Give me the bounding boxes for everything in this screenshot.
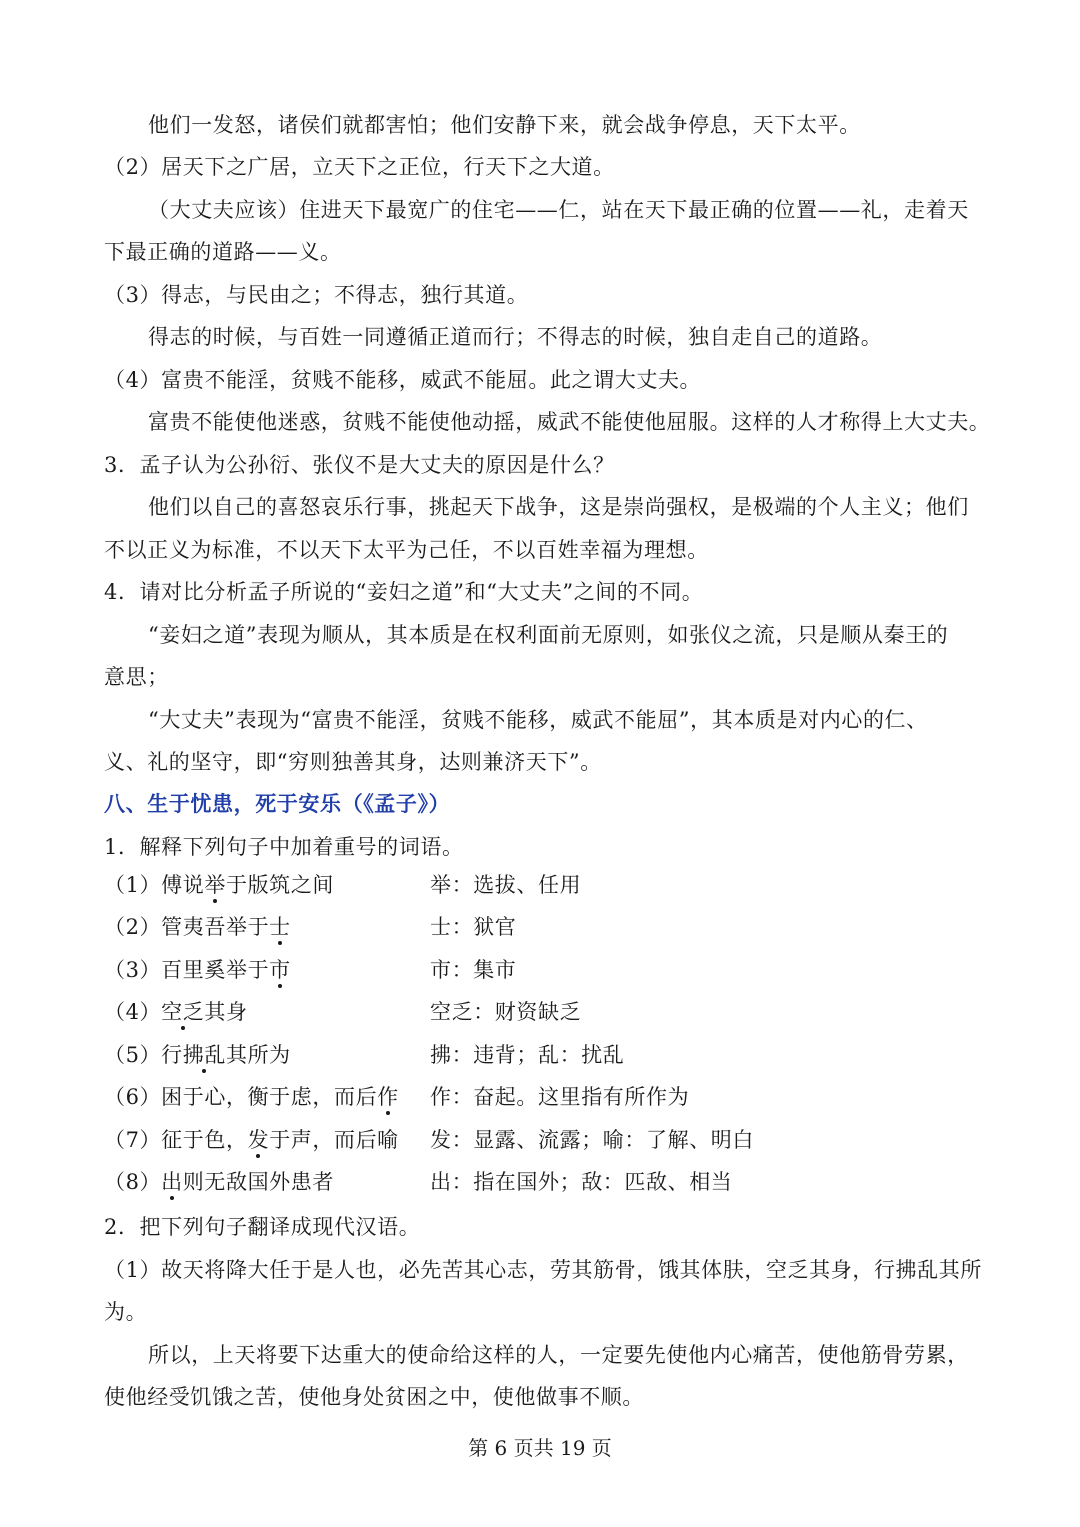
term-row — [104, 1125, 399, 1155]
text-line: （2）居天下之广居，立天下之正位，行天下之大道。 — [104, 155, 615, 179]
emphasized-word: 拂乱 — [182, 1043, 226, 1067]
term-text: 困于心，衡于虑，而后 — [161, 1085, 378, 1109]
term-row — [104, 870, 334, 900]
term-definition: 拂：违背；乱：扰乱 — [430, 1043, 625, 1067]
emphasized-word: 出 — [161, 1170, 183, 1194]
term-number: （8） — [104, 1170, 162, 1194]
text-line: 为。 — [104, 1300, 148, 1324]
term-row — [104, 1082, 399, 1112]
term-number: （3） — [104, 958, 162, 982]
emphasized-word: 举 — [204, 873, 226, 897]
term-definition: 发：显露、流露；喻：了解、明白 — [430, 1128, 754, 1152]
term-definition: 举：选拔、任用 — [430, 873, 582, 897]
term-text: 于声，而后喻 — [269, 1128, 399, 1152]
term-number: （2） — [104, 915, 162, 939]
text-line: 不以正义为标准，不以天下太平为己任，不以百姓幸福为理想。 — [104, 538, 709, 562]
text-line: （大丈夫应该）住进天下最宽广的住宅——仁，站在天下最正确的位置——礼，走着天 — [148, 198, 969, 222]
text-line: （1）故天将降大任于是人也，必先苦其心志，劳其筋骨，饿其体肤，空乏其身，行拂乱其所 — [104, 1258, 982, 1282]
term-definition: 出：指在国外；敌：匹敌、相当 — [430, 1170, 733, 1194]
text-line: 下最正确的道路——义。 — [104, 240, 342, 264]
emphasized-word: 发 — [247, 1128, 270, 1152]
text-line: 富贵不能使他迷惑，贫贱不能使他动摇，威武不能使他屈服。这样的人才称得上大丈夫。 — [148, 410, 991, 434]
term-row — [104, 1040, 291, 1070]
text-line: “大丈夫”表现为“富贵不能淫，贫贱不能移，威武不能屈”，其本质是对内心的仁、 — [148, 708, 928, 732]
question-1-title: 1．解释下列句子中加着重号的词语。 — [104, 835, 464, 859]
term-definition: 市：集市 — [430, 958, 517, 982]
text-line: 义、礼的坚守，即“穷则独善其身，达则兼济天下”。 — [104, 750, 602, 774]
question-2-title: 2．把下列句子翻译成现代汉语。 — [104, 1215, 421, 1239]
text-line: 使他经受饥饿之苦，使他身处贫困之中，使他做事不顺。 — [104, 1385, 644, 1409]
question-4: 4．请对比分析孟子所说的“妾妇之道”和“大丈夫”之间的不同。 — [104, 580, 704, 604]
emphasized-word: 空乏 — [161, 1000, 205, 1024]
term-row — [104, 997, 248, 1027]
term-number: （1） — [104, 873, 162, 897]
term-definition: 士：狱官 — [430, 915, 517, 939]
text-line: 意思； — [104, 665, 169, 689]
section-heading: 八、生于忧患，死于安乐（《孟子》） — [104, 791, 451, 816]
text-line: 他们以自己的喜怒哀乐行事，挑起天下战争，这是崇尚强权，是极端的个人主义；他们 — [148, 495, 969, 519]
text-line: “妾妇之道”表现为顺从，其本质是在权利面前无原则，如张仪之流，只是顺从秦王的 — [148, 623, 949, 647]
term-text: 行 — [161, 1043, 183, 1067]
term-text: 傅说 — [161, 873, 205, 897]
page-footer: 第 6 页共 19 页 — [468, 1436, 612, 1460]
term-text: 管夷吾举于 — [161, 915, 270, 939]
term-definition: 作：奋起。这里指有所作为 — [430, 1085, 690, 1109]
term-number: （6） — [104, 1085, 162, 1109]
term-text: 百里奚举于 — [161, 958, 270, 982]
term-text: 其身 — [204, 1000, 248, 1024]
term-definition: 空乏：财资缺乏 — [430, 1000, 582, 1024]
term-text: 则无敌国外患者 — [182, 1170, 334, 1194]
term-number: （4） — [104, 1000, 162, 1024]
term-row — [104, 912, 291, 942]
text-line: （4）富贵不能淫，贫贱不能移，威武不能屈。此之谓大丈夫。 — [104, 368, 702, 392]
text-line: （3）得志，与民由之；不得志，独行其道。 — [104, 283, 529, 307]
term-number: （7） — [104, 1128, 162, 1152]
term-row — [104, 1167, 334, 1197]
term-number: （5） — [104, 1043, 162, 1067]
term-text: 于版筑之间 — [225, 873, 334, 897]
emphasized-word: 作 — [377, 1085, 399, 1109]
term-text: 其所为 — [225, 1043, 291, 1067]
text-line: 他们一发怒，诸侯们就都害怕；他们安静下来，就会战争停息，天下太平。 — [148, 113, 861, 137]
term-text: 征于色， — [161, 1128, 248, 1152]
question-3: 3．孟子认为公孙衍、张仪不是大丈夫的原因是什么？ — [104, 453, 615, 477]
text-line: 所以，上天将要下达重大的使命给这样的人，一定要先使他内心痛苦，使他筋骨劳累， — [148, 1343, 969, 1367]
emphasized-word: 市 — [269, 958, 291, 982]
text-line: 得志的时候，与百姓一同遵循正道而行；不得志的时候，独自走自己的道路。 — [148, 325, 883, 349]
term-row — [104, 955, 291, 985]
emphasized-word: 士 — [269, 915, 291, 939]
